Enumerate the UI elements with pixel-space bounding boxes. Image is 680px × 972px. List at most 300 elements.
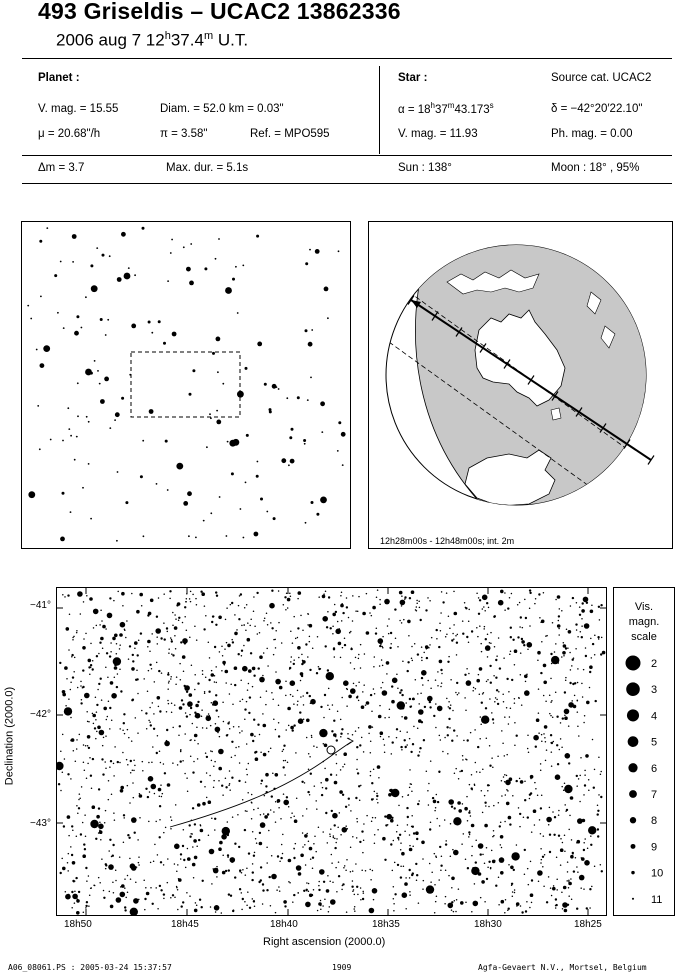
chart-star (171, 640, 173, 642)
chart-star (568, 879, 570, 881)
chart-star (563, 642, 565, 644)
chart-star (80, 833, 82, 835)
chart-star (597, 805, 599, 807)
chart-star (124, 887, 126, 889)
chart-star (247, 622, 249, 624)
chart-star (451, 887, 453, 889)
chart-star (518, 807, 520, 809)
chart-star (262, 903, 264, 905)
chart-star (439, 825, 441, 827)
chart-star (448, 903, 454, 909)
chart-star (340, 769, 342, 771)
chart-star (323, 881, 325, 883)
chart-star (484, 901, 486, 903)
chart-star (560, 738, 562, 740)
chart-star (417, 754, 419, 756)
finder-star (256, 235, 259, 238)
chart-star (83, 601, 85, 603)
chart-star (88, 721, 90, 723)
chart-star (348, 617, 350, 619)
chart-star (149, 650, 151, 652)
chart-star (454, 807, 456, 809)
chart-star (327, 842, 329, 844)
finder-star (167, 489, 169, 491)
finder-star (171, 239, 173, 241)
chart-star (202, 673, 204, 675)
chart-star (434, 912, 436, 914)
chart-star (541, 741, 543, 743)
chart-star (464, 697, 466, 699)
chart-star (160, 762, 162, 764)
finder-star (310, 377, 312, 379)
chart-star (327, 705, 329, 707)
chart-star (585, 647, 587, 649)
chart-star (564, 804, 566, 806)
chart-star (312, 857, 314, 859)
chart-star (107, 716, 109, 718)
chart-star (304, 834, 308, 838)
chart-star (182, 760, 184, 762)
chart-star (545, 700, 547, 702)
chart-star (91, 787, 93, 789)
chart-star (474, 784, 476, 786)
finder-star (231, 472, 234, 475)
chart-star (129, 645, 131, 647)
chart-star (402, 796, 404, 798)
chart-star (369, 612, 371, 614)
chart-star (341, 697, 343, 699)
chart-star (150, 862, 152, 864)
chart-star (370, 879, 372, 881)
chart-star (309, 636, 311, 638)
chart-star (572, 852, 574, 854)
chart-star (393, 910, 395, 912)
chart-star (213, 780, 215, 782)
chart-star (218, 847, 222, 851)
chart-star (449, 707, 451, 709)
chart-star (242, 799, 244, 801)
chart-star (370, 741, 372, 743)
chart-star (600, 796, 602, 798)
chart-star (552, 622, 554, 624)
chart-star (435, 807, 437, 809)
chart-star (284, 905, 286, 907)
chart-star (82, 646, 86, 650)
chart-star (588, 779, 590, 781)
chart-star (557, 624, 561, 628)
legend-magnitude-label: 3 (651, 684, 658, 697)
chart-star (204, 691, 206, 693)
chart-star (71, 891, 73, 893)
finder-star-field (27, 227, 345, 542)
chart-star (411, 658, 413, 660)
finder-star (342, 464, 344, 466)
magnitude-legend (613, 587, 675, 916)
chart-star (558, 835, 560, 837)
chart-star (334, 838, 336, 840)
chart-star (324, 744, 328, 748)
chart-star (508, 723, 510, 725)
chart-star (226, 607, 228, 609)
chart-star (219, 651, 221, 653)
chart-star (148, 776, 154, 782)
chart-star (190, 591, 192, 593)
chart-star (254, 852, 256, 854)
chart-star (590, 610, 594, 614)
chart-star (340, 733, 342, 735)
chart-star (300, 696, 302, 698)
chart-star (266, 613, 268, 615)
chart-star (130, 772, 132, 774)
chart-star (370, 752, 372, 754)
chart-star (230, 683, 232, 685)
chart-star (211, 883, 213, 885)
chart-star (77, 687, 79, 689)
chart-star (135, 882, 137, 884)
chart-star (185, 867, 187, 869)
chart-star (516, 780, 518, 782)
chart-star (124, 906, 126, 908)
chart-star (483, 606, 485, 608)
finder-star (46, 227, 48, 229)
chart-star (68, 853, 70, 855)
chart-star (451, 909, 453, 911)
chart-star (379, 665, 381, 667)
chart-star (348, 695, 352, 699)
legend-dot (628, 736, 639, 747)
chart-star (580, 757, 582, 759)
chart-star (440, 869, 442, 871)
chart-star (375, 632, 377, 634)
chart-star (221, 912, 223, 914)
chart-star (73, 636, 75, 638)
chart-star (222, 794, 224, 796)
chart-star (108, 799, 110, 801)
chart-star (538, 712, 540, 714)
chart-star (318, 826, 320, 828)
chart-star (123, 841, 125, 843)
finder-star (74, 331, 79, 336)
chart-star (341, 889, 343, 891)
chart-star (600, 771, 602, 773)
finder-star (67, 407, 69, 409)
chart-star (238, 618, 240, 620)
chart-star (196, 904, 198, 906)
chart-star (108, 701, 110, 703)
chart-star (501, 795, 503, 797)
chart-star (598, 756, 600, 758)
chart-star (145, 788, 147, 790)
chart-star (238, 605, 240, 607)
chart-star (302, 629, 304, 631)
chart-star (110, 760, 112, 762)
chart-star (76, 835, 78, 837)
chart-star (72, 830, 74, 832)
chart-star (197, 758, 199, 760)
chart-star (471, 787, 473, 789)
chart-star (208, 641, 210, 643)
chart-star (471, 911, 473, 913)
chart-star (177, 889, 179, 891)
chart-star (377, 829, 379, 831)
finder-star (76, 315, 79, 318)
chart-star (334, 847, 336, 849)
chart-star (435, 703, 437, 705)
chart-star (488, 785, 490, 787)
chart-star (255, 838, 257, 840)
chart-star (454, 612, 458, 616)
chart-star (445, 896, 447, 898)
chart-star (208, 800, 212, 804)
chart-star (174, 863, 176, 865)
chart-star (283, 749, 285, 751)
chart-star (122, 605, 124, 607)
chart-star (412, 872, 414, 874)
chart-star (576, 908, 578, 910)
chart-star (482, 595, 488, 601)
chart-star (187, 701, 193, 707)
chart-star (99, 730, 105, 736)
chart-star (358, 654, 360, 656)
chart-star (270, 905, 272, 907)
chart-star (581, 857, 583, 859)
chart-star (374, 656, 376, 658)
chart-star (473, 901, 479, 907)
chart-star (437, 801, 439, 803)
chart-star (324, 694, 326, 696)
chart-star (137, 693, 139, 695)
chart-star (259, 655, 263, 659)
chart-star (597, 813, 599, 815)
chart-star (298, 591, 302, 595)
chart-star (244, 719, 246, 721)
chart-star (171, 639, 173, 641)
finder-star (43, 345, 50, 352)
chart-star (170, 676, 172, 678)
chart-star (405, 702, 407, 704)
chart-star (584, 770, 586, 772)
chart-star (164, 772, 166, 774)
chart-star (485, 805, 487, 807)
chart-star (530, 792, 532, 794)
chart-star (110, 905, 114, 909)
chart-star (208, 835, 210, 837)
chart-star (202, 727, 204, 729)
chart-star (242, 699, 244, 701)
chart-star (400, 730, 402, 732)
chart-star (172, 762, 174, 764)
chart-star (366, 701, 370, 705)
chart-star (325, 787, 327, 789)
chart-star (495, 885, 497, 887)
chart-star (160, 784, 162, 786)
chart-star (318, 666, 320, 668)
chart-star (232, 703, 234, 705)
chart-star (369, 908, 375, 914)
chart-star (159, 750, 161, 752)
chart-star (355, 797, 357, 799)
chart-star (416, 606, 418, 608)
chart-star (306, 882, 308, 884)
chart-star (212, 703, 214, 705)
finder-star (327, 317, 329, 319)
chart-star (498, 802, 500, 804)
chart-star (184, 616, 186, 618)
legend-magnitude-label: 8 (651, 815, 658, 828)
chart-star (293, 848, 295, 850)
chart-star (488, 607, 490, 609)
chart-star (468, 673, 470, 675)
chart-star (555, 774, 561, 780)
chart-star (253, 809, 255, 811)
finder-star (297, 396, 300, 399)
chart-star (416, 880, 418, 882)
legend-magnitude-label: 2 (651, 658, 658, 670)
chart-star (192, 846, 194, 848)
chart-star (73, 671, 75, 673)
chart-star (227, 734, 229, 736)
chart-star (346, 705, 348, 707)
chart-star (65, 705, 67, 707)
chart-star (163, 864, 165, 866)
finder-star (235, 266, 237, 268)
chart-star (396, 674, 398, 676)
chart-star (313, 843, 315, 845)
chart-star (519, 813, 521, 815)
chart-star (409, 877, 411, 879)
chart-star (514, 649, 518, 653)
chart-star (356, 759, 358, 761)
chart-star (218, 749, 224, 755)
chart-star (163, 898, 165, 900)
chart-star (342, 794, 344, 796)
chart-star (584, 838, 586, 840)
chart-star (559, 608, 561, 610)
chart-star (363, 684, 365, 686)
chart-star (400, 689, 402, 691)
chart-star (62, 734, 64, 736)
chart-star (253, 900, 255, 902)
chart-star (95, 697, 97, 699)
chart-star (323, 743, 325, 745)
chart-star (76, 899, 80, 903)
chart-star (92, 713, 94, 715)
chart-star (273, 654, 275, 656)
chart-star (583, 794, 585, 796)
chart-star (581, 683, 583, 685)
chart-star (416, 874, 418, 876)
chart-star (562, 717, 564, 719)
chart-star (214, 905, 220, 911)
chart-star (211, 670, 213, 672)
chart-star (583, 842, 585, 844)
chart-star (361, 705, 365, 709)
chart-star (131, 667, 135, 671)
chart-star (361, 830, 363, 832)
chart-star (507, 910, 509, 912)
chart-star (260, 822, 266, 828)
info-bottom-rule (22, 183, 672, 184)
chart-star (166, 729, 168, 731)
legend-magnitude-label: 4 (651, 710, 658, 723)
chart-star (589, 665, 593, 669)
finder-star (195, 537, 197, 539)
chart-star (417, 693, 419, 695)
finder-star (97, 370, 99, 372)
chart-star (70, 689, 72, 691)
chart-star (74, 902, 76, 904)
chart-star (302, 695, 304, 697)
chart-star (446, 698, 448, 700)
chart-star (346, 606, 348, 608)
chart-star (126, 759, 128, 761)
chart-star (583, 722, 585, 724)
finder-star (77, 382, 79, 384)
chart-star (252, 740, 254, 742)
chart-star (159, 819, 161, 821)
finder-star (245, 482, 247, 484)
chart-star (174, 614, 176, 616)
finder-star (62, 492, 65, 495)
chart-star (296, 865, 302, 871)
chart-star (467, 820, 469, 822)
chart-star (344, 865, 346, 867)
chart-star (127, 764, 129, 766)
chart-star (520, 616, 522, 618)
chart-star (175, 804, 177, 806)
chart-star (337, 621, 339, 623)
chart-star (251, 794, 253, 796)
chart-star (170, 678, 172, 680)
chart-star (536, 718, 540, 722)
chart-star (384, 717, 386, 719)
chart-star (275, 647, 277, 649)
chart-star (208, 691, 210, 693)
chart-star (334, 824, 336, 826)
chart-star (262, 675, 264, 677)
chart-star (60, 750, 62, 752)
chart-star (162, 793, 164, 795)
chart-star (71, 825, 73, 827)
chart-star (558, 634, 560, 636)
chart-star (159, 836, 161, 838)
chart-star (516, 735, 518, 737)
chart-star (334, 604, 336, 606)
chart-star (540, 769, 542, 771)
chart-star (211, 673, 215, 677)
chart-star (450, 823, 452, 825)
chart-star (356, 696, 358, 698)
chart-star (504, 609, 506, 611)
chart-star (429, 863, 431, 865)
chart-star (154, 793, 156, 795)
chart-star (232, 816, 234, 818)
chart-star (438, 646, 440, 648)
chart-star (265, 773, 269, 777)
chart-star (400, 600, 406, 606)
chart-star (358, 682, 360, 684)
chart-star (316, 808, 318, 810)
chart-star (583, 849, 585, 851)
finder-star (60, 261, 62, 263)
chart-star (392, 870, 394, 872)
chart-star (468, 620, 470, 622)
chart-star (556, 878, 558, 880)
info-mid-rule (22, 155, 672, 156)
chart-star (157, 854, 159, 856)
finder-star (70, 511, 72, 513)
chart-star (148, 821, 150, 823)
